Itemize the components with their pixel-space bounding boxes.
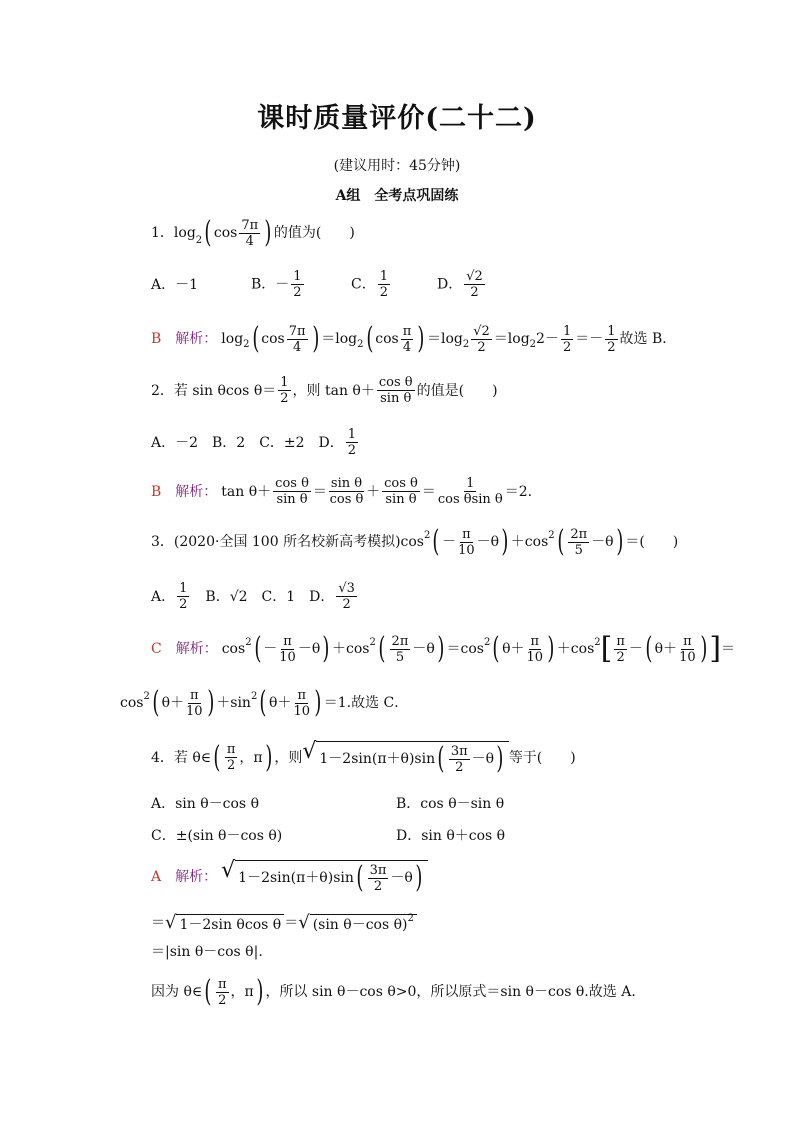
- q3-options: A． $\frac{1}{2}$ B．√2 C．1 D． $\frac{√3}{2}$: [151, 581, 355, 612]
- q4-options-row2: C．±(sin θ－cos θ) D．sin θ＋cos θ: [151, 828, 506, 844]
- q4-stem: 4．若 θ∈ ( $\frac{\pi}{2}$ ，π ) ，则 √ 1－2sin(π＋θ)sin ( $\frac{3\pi}{2}$ －θ ) 等于( ): [151, 739, 576, 776]
- q4-solution-step2: ＝|sin θ－cos θ|.: [151, 944, 263, 960]
- page-title: 课时质量评价(二十二): [257, 103, 537, 134]
- q4-solution-step1: ＝ √ 1－2sin θcos θ ＝ √ (sin θ－cos θ) 2: [151, 914, 417, 932]
- group-heading: A组 全考点巩固练: [335, 188, 459, 204]
- q2-stem: 2．若 sin θcos θ＝ $\frac{1}{2}$ ，则 tan θ＋ $\frac{\text{cos θ}}{\text{sin θ}}$ 的值是( ): [151, 375, 498, 406]
- q1-options: A．－1 B．－ $\frac{1}{2}$ C． $\frac{1}{2}$ D． $\frac{√2}{2}$: [151, 269, 483, 300]
- q4-options-row1: A．sin θ－cos θ B．cos θ－sin θ: [151, 796, 505, 812]
- q1-stem: 1． $\log_2$ ( cos $\frac{7\pi}{4}$ ) 的值为( ): [151, 215, 355, 250]
- q1-solution: B 解析： log 2 ( cos $\frac{7\pi}{4}$ ) ＝log 2 ( cos $\frac{\pi}{4}$ ) ＝log 2 $\frac{√2}{2}$ ＝log 2 2－ $\frac{1}{2}$ ＝－ $\frac{1}{2}$ 故选 B．: [151, 321, 677, 356]
- q4-conclusion: 因为 θ∈ ( $\frac{\pi}{2}$ ，π ) ，所以 sin θ－cos θ>0，所以原式＝sin θ－cos θ.故选 A．: [151, 974, 646, 1009]
- q3-solution-cont: cos 2 ( θ＋ $\frac{\pi}{10}$ ) ＋sin 2 ( θ＋ $\frac{\pi}{10}$ ) ＝1.故选 C．: [120, 685, 409, 720]
- q2-solution: B 解析： tan θ＋ $\frac{\text{cos θ}}{\text{sin θ}}$ ＝ $\frac{\text{sin θ}}{\text{cos θ}}$ ＋ $\frac{\text{cos θ}}{\text{sin θ}}$ ＝ $\frac{1}{\text{cos θsin θ}}$ ＝2.: [151, 476, 533, 507]
- time-suggestion: (建议用时：45分钟): [333, 158, 461, 174]
- q3-stem: 3．(2020·全国 100 所名校新高考模拟)cos 2 ( － $\frac{\pi}{10}$ －θ ) ＋cos 2 ( $\frac{2\pi}{5}$ －θ ) ＝( ): [151, 524, 679, 559]
- q3-solution: C 解析： cos 2 ( － $\frac{\pi}{10}$ －θ ) ＋cos 2 ( $\frac{2\pi}{5}$ －θ ) ＝cos 2 ( θ＋ $\frac{\pi}{10}$ ) ＋cos 2 [ $\frac{\pi}{2}$ － ( θ＋ $\frac{\pi}{10}$ ) ] ＝: [151, 631, 736, 666]
- q2-options: A．－2 B．2 C．±2 D． $\frac{1}{2}$: [151, 427, 357, 458]
- q4-solution: A 解析： √ 1－2sin(π＋θ)sin ( $\frac{3\pi}{2}$ －θ ): [151, 860, 428, 893]
